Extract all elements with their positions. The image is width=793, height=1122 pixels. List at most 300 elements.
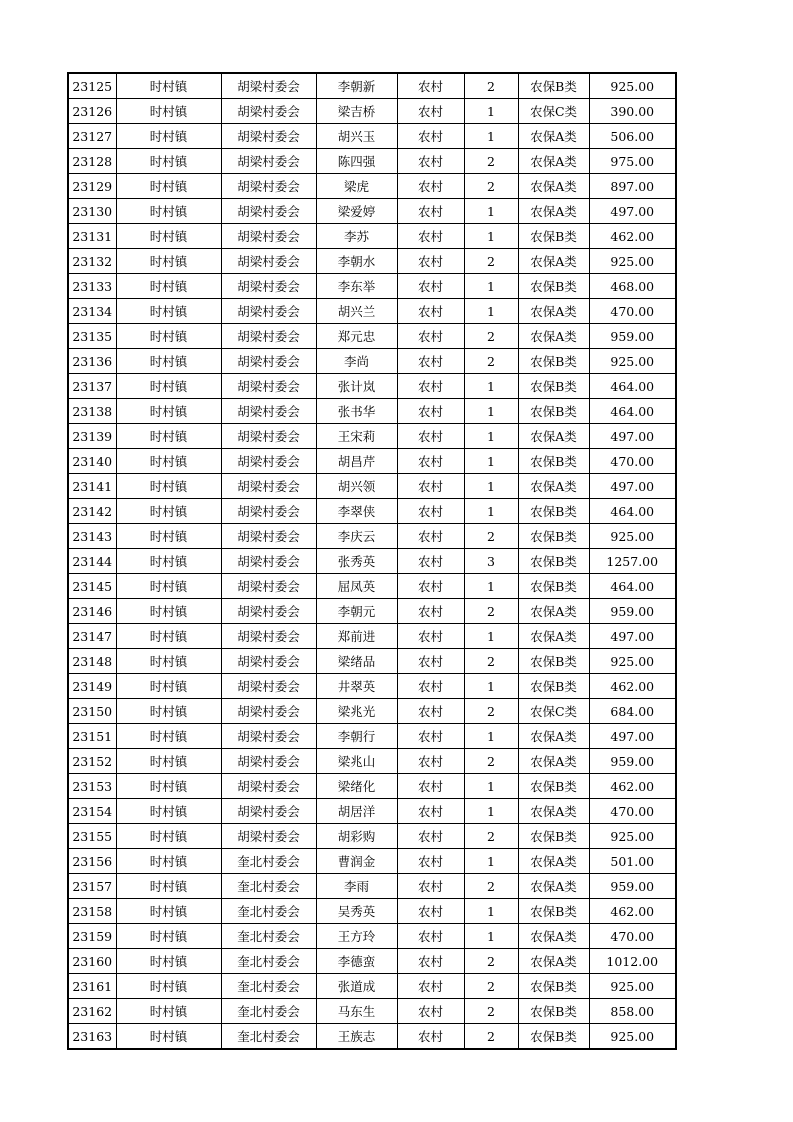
amount-cell: 462.00 bbox=[589, 224, 676, 249]
name-cell: 陈四强 bbox=[316, 149, 397, 174]
household-count-cell: 1 bbox=[464, 124, 518, 149]
town-cell: 时村镇 bbox=[116, 124, 221, 149]
category-cell: 农保B类 bbox=[518, 1024, 589, 1050]
town-cell: 时村镇 bbox=[116, 249, 221, 274]
household-count-cell: 1 bbox=[464, 849, 518, 874]
village-committee-cell: 胡梁村委会 bbox=[221, 449, 316, 474]
town-cell: 时村镇 bbox=[116, 199, 221, 224]
village-committee-cell: 奎北村委会 bbox=[221, 899, 316, 924]
category-cell: 农保B类 bbox=[518, 499, 589, 524]
amount-cell: 925.00 bbox=[589, 349, 676, 374]
household-count-cell: 1 bbox=[464, 224, 518, 249]
household-count-cell: 1 bbox=[464, 774, 518, 799]
household-count-cell: 2 bbox=[464, 599, 518, 624]
village-committee-cell: 胡梁村委会 bbox=[221, 699, 316, 724]
name-cell: 李翠侠 bbox=[316, 499, 397, 524]
village-committee-cell: 胡梁村委会 bbox=[221, 599, 316, 624]
household-count-cell: 3 bbox=[464, 549, 518, 574]
name-cell: 马东生 bbox=[316, 999, 397, 1024]
category-cell: 农保B类 bbox=[518, 974, 589, 999]
serial-number-cell: 23152 bbox=[68, 749, 116, 774]
area-type-cell: 农村 bbox=[397, 949, 464, 974]
name-cell: 李德蛮 bbox=[316, 949, 397, 974]
serial-number-cell: 23139 bbox=[68, 424, 116, 449]
category-cell: 农保A类 bbox=[518, 324, 589, 349]
village-committee-cell: 胡梁村委会 bbox=[221, 73, 316, 99]
household-count-cell: 2 bbox=[464, 949, 518, 974]
category-cell: 农保B类 bbox=[518, 349, 589, 374]
name-cell: 胡兴兰 bbox=[316, 299, 397, 324]
category-cell: 农保B类 bbox=[518, 899, 589, 924]
table-row bbox=[68, 199, 676, 224]
village-committee-cell: 胡梁村委会 bbox=[221, 399, 316, 424]
category-cell: 农保A类 bbox=[518, 199, 589, 224]
name-cell: 王方玲 bbox=[316, 924, 397, 949]
table-row bbox=[68, 399, 676, 424]
name-cell: 李雨 bbox=[316, 874, 397, 899]
area-type-cell: 农村 bbox=[397, 849, 464, 874]
village-committee-cell: 胡梁村委会 bbox=[221, 824, 316, 849]
area-type-cell: 农村 bbox=[397, 424, 464, 449]
town-cell: 时村镇 bbox=[116, 874, 221, 899]
category-cell: 农保A类 bbox=[518, 924, 589, 949]
amount-cell: 1257.00 bbox=[589, 549, 676, 574]
town-cell: 时村镇 bbox=[116, 749, 221, 774]
table-row bbox=[68, 249, 676, 274]
town-cell: 时村镇 bbox=[116, 224, 221, 249]
village-committee-cell: 胡梁村委会 bbox=[221, 124, 316, 149]
household-count-cell: 1 bbox=[464, 449, 518, 474]
amount-cell: 925.00 bbox=[589, 524, 676, 549]
town-cell: 时村镇 bbox=[116, 149, 221, 174]
amount-cell: 1012.00 bbox=[589, 949, 676, 974]
table-row bbox=[68, 899, 676, 924]
town-cell: 时村镇 bbox=[116, 899, 221, 924]
serial-number-cell: 23150 bbox=[68, 699, 116, 724]
category-cell: 农保A类 bbox=[518, 949, 589, 974]
amount-cell: 497.00 bbox=[589, 724, 676, 749]
amount-cell: 390.00 bbox=[589, 99, 676, 124]
table-row bbox=[68, 624, 676, 649]
amount-cell: 470.00 bbox=[589, 924, 676, 949]
name-cell: 胡彩购 bbox=[316, 824, 397, 849]
area-type-cell: 农村 bbox=[397, 349, 464, 374]
village-committee-cell: 奎北村委会 bbox=[221, 949, 316, 974]
town-cell: 时村镇 bbox=[116, 73, 221, 99]
town-cell: 时村镇 bbox=[116, 674, 221, 699]
town-cell: 时村镇 bbox=[116, 424, 221, 449]
area-type-cell: 农村 bbox=[397, 499, 464, 524]
household-count-cell: 1 bbox=[464, 799, 518, 824]
category-cell: 农保B类 bbox=[518, 449, 589, 474]
table-row bbox=[68, 499, 676, 524]
household-count-cell: 1 bbox=[464, 274, 518, 299]
serial-number-cell: 23155 bbox=[68, 824, 116, 849]
table-row bbox=[68, 874, 676, 899]
category-cell: 农保B类 bbox=[518, 824, 589, 849]
serial-number-cell: 23128 bbox=[68, 149, 116, 174]
village-committee-cell: 胡梁村委会 bbox=[221, 174, 316, 199]
name-cell: 梁绪品 bbox=[316, 649, 397, 674]
category-cell: 农保A类 bbox=[518, 124, 589, 149]
table-row bbox=[68, 824, 676, 849]
serial-number-cell: 23151 bbox=[68, 724, 116, 749]
household-count-cell: 2 bbox=[464, 174, 518, 199]
category-cell: 农保A类 bbox=[518, 249, 589, 274]
household-count-cell: 1 bbox=[464, 674, 518, 699]
name-cell: 胡兴领 bbox=[316, 474, 397, 499]
village-committee-cell: 胡梁村委会 bbox=[221, 299, 316, 324]
village-committee-cell: 奎北村委会 bbox=[221, 1024, 316, 1050]
amount-cell: 470.00 bbox=[589, 799, 676, 824]
household-count-cell: 2 bbox=[464, 149, 518, 174]
village-committee-cell: 胡梁村委会 bbox=[221, 724, 316, 749]
area-type-cell: 农村 bbox=[397, 774, 464, 799]
name-cell: 胡昌芹 bbox=[316, 449, 397, 474]
document-page bbox=[67, 72, 675, 1050]
village-committee-cell: 胡梁村委会 bbox=[221, 474, 316, 499]
amount-cell: 959.00 bbox=[589, 749, 676, 774]
category-cell: 农保A类 bbox=[518, 149, 589, 174]
household-count-cell: 1 bbox=[464, 499, 518, 524]
household-count-cell: 2 bbox=[464, 73, 518, 99]
name-cell: 张道成 bbox=[316, 974, 397, 999]
village-committee-cell: 胡梁村委会 bbox=[221, 224, 316, 249]
serial-number-cell: 23149 bbox=[68, 674, 116, 699]
area-type-cell: 农村 bbox=[397, 874, 464, 899]
category-cell: 农保A类 bbox=[518, 799, 589, 824]
category-cell: 农保A类 bbox=[518, 874, 589, 899]
serial-number-cell: 23134 bbox=[68, 299, 116, 324]
table-row bbox=[68, 349, 676, 374]
category-cell: 农保A类 bbox=[518, 599, 589, 624]
household-count-cell: 2 bbox=[464, 249, 518, 274]
village-committee-cell: 胡梁村委会 bbox=[221, 624, 316, 649]
amount-cell: 501.00 bbox=[589, 849, 676, 874]
area-type-cell: 农村 bbox=[397, 299, 464, 324]
table-row bbox=[68, 324, 676, 349]
area-type-cell: 农村 bbox=[397, 399, 464, 424]
serial-number-cell: 23133 bbox=[68, 274, 116, 299]
name-cell: 张秀英 bbox=[316, 549, 397, 574]
area-type-cell: 农村 bbox=[397, 624, 464, 649]
area-type-cell: 农村 bbox=[397, 749, 464, 774]
serial-number-cell: 23154 bbox=[68, 799, 116, 824]
town-cell: 时村镇 bbox=[116, 374, 221, 399]
village-committee-cell: 胡梁村委会 bbox=[221, 274, 316, 299]
serial-number-cell: 23127 bbox=[68, 124, 116, 149]
name-cell: 李朝水 bbox=[316, 249, 397, 274]
category-cell: 农保A类 bbox=[518, 749, 589, 774]
name-cell: 王宋莉 bbox=[316, 424, 397, 449]
table-row bbox=[68, 149, 676, 174]
amount-cell: 462.00 bbox=[589, 774, 676, 799]
name-cell: 李庆云 bbox=[316, 524, 397, 549]
name-cell: 屈凤英 bbox=[316, 574, 397, 599]
serial-number-cell: 23135 bbox=[68, 324, 116, 349]
serial-number-cell: 23148 bbox=[68, 649, 116, 674]
town-cell: 时村镇 bbox=[116, 399, 221, 424]
category-cell: 农保B类 bbox=[518, 649, 589, 674]
serial-number-cell: 23132 bbox=[68, 249, 116, 274]
table-row bbox=[68, 649, 676, 674]
household-count-cell: 2 bbox=[464, 699, 518, 724]
town-cell: 时村镇 bbox=[116, 799, 221, 824]
amount-cell: 470.00 bbox=[589, 449, 676, 474]
table-row bbox=[68, 274, 676, 299]
household-count-cell: 2 bbox=[464, 974, 518, 999]
area-type-cell: 农村 bbox=[397, 649, 464, 674]
serial-number-cell: 23138 bbox=[68, 399, 116, 424]
area-type-cell: 农村 bbox=[397, 199, 464, 224]
category-cell: 农保A类 bbox=[518, 299, 589, 324]
household-count-cell: 2 bbox=[464, 999, 518, 1024]
name-cell: 胡兴玉 bbox=[316, 124, 397, 149]
area-type-cell: 农村 bbox=[397, 724, 464, 749]
area-type-cell: 农村 bbox=[397, 524, 464, 549]
amount-cell: 506.00 bbox=[589, 124, 676, 149]
table-row bbox=[68, 549, 676, 574]
name-cell: 张书华 bbox=[316, 399, 397, 424]
household-count-cell: 2 bbox=[464, 524, 518, 549]
name-cell: 梁绪化 bbox=[316, 774, 397, 799]
serial-number-cell: 23129 bbox=[68, 174, 116, 199]
village-committee-cell: 胡梁村委会 bbox=[221, 499, 316, 524]
town-cell: 时村镇 bbox=[116, 299, 221, 324]
town-cell: 时村镇 bbox=[116, 949, 221, 974]
table-row bbox=[68, 849, 676, 874]
serial-number-cell: 23142 bbox=[68, 499, 116, 524]
table-row bbox=[68, 699, 676, 724]
amount-cell: 925.00 bbox=[589, 824, 676, 849]
allowance-table bbox=[67, 72, 677, 1050]
area-type-cell: 农村 bbox=[397, 924, 464, 949]
serial-number-cell: 23130 bbox=[68, 199, 116, 224]
village-committee-cell: 胡梁村委会 bbox=[221, 424, 316, 449]
village-committee-cell: 胡梁村委会 bbox=[221, 99, 316, 124]
name-cell: 梁兆山 bbox=[316, 749, 397, 774]
name-cell: 郑前进 bbox=[316, 624, 397, 649]
household-count-cell: 1 bbox=[464, 399, 518, 424]
town-cell: 时村镇 bbox=[116, 624, 221, 649]
village-committee-cell: 胡梁村委会 bbox=[221, 199, 316, 224]
area-type-cell: 农村 bbox=[397, 174, 464, 199]
village-committee-cell: 奎北村委会 bbox=[221, 874, 316, 899]
household-count-cell: 1 bbox=[464, 624, 518, 649]
table-row bbox=[68, 749, 676, 774]
table-row bbox=[68, 599, 676, 624]
amount-cell: 497.00 bbox=[589, 424, 676, 449]
table-row bbox=[68, 949, 676, 974]
serial-number-cell: 23161 bbox=[68, 974, 116, 999]
amount-cell: 959.00 bbox=[589, 599, 676, 624]
amount-cell: 464.00 bbox=[589, 399, 676, 424]
area-type-cell: 农村 bbox=[397, 324, 464, 349]
table-row bbox=[68, 424, 676, 449]
town-cell: 时村镇 bbox=[116, 924, 221, 949]
serial-number-cell: 23144 bbox=[68, 549, 116, 574]
serial-number-cell: 23140 bbox=[68, 449, 116, 474]
table-row bbox=[68, 974, 676, 999]
table-row bbox=[68, 449, 676, 474]
table-body bbox=[68, 73, 676, 1049]
serial-number-cell: 23158 bbox=[68, 899, 116, 924]
table-row bbox=[68, 73, 676, 99]
village-committee-cell: 奎北村委会 bbox=[221, 999, 316, 1024]
area-type-cell: 农村 bbox=[397, 574, 464, 599]
household-count-cell: 1 bbox=[464, 374, 518, 399]
town-cell: 时村镇 bbox=[116, 174, 221, 199]
category-cell: 农保B类 bbox=[518, 774, 589, 799]
household-count-cell: 2 bbox=[464, 874, 518, 899]
amount-cell: 464.00 bbox=[589, 374, 676, 399]
category-cell: 农保B类 bbox=[518, 549, 589, 574]
area-type-cell: 农村 bbox=[397, 549, 464, 574]
amount-cell: 462.00 bbox=[589, 674, 676, 699]
area-type-cell: 农村 bbox=[397, 73, 464, 99]
serial-number-cell: 23160 bbox=[68, 949, 116, 974]
table-row bbox=[68, 524, 676, 549]
serial-number-cell: 23136 bbox=[68, 349, 116, 374]
village-committee-cell: 胡梁村委会 bbox=[221, 649, 316, 674]
serial-number-cell: 23153 bbox=[68, 774, 116, 799]
amount-cell: 497.00 bbox=[589, 474, 676, 499]
household-count-cell: 2 bbox=[464, 1024, 518, 1050]
household-count-cell: 1 bbox=[464, 474, 518, 499]
serial-number-cell: 23147 bbox=[68, 624, 116, 649]
town-cell: 时村镇 bbox=[116, 499, 221, 524]
category-cell: 农保A类 bbox=[518, 624, 589, 649]
name-cell: 王族志 bbox=[316, 1024, 397, 1050]
area-type-cell: 农村 bbox=[397, 224, 464, 249]
category-cell: 农保B类 bbox=[518, 999, 589, 1024]
serial-number-cell: 23157 bbox=[68, 874, 116, 899]
table-row bbox=[68, 999, 676, 1024]
table-row bbox=[68, 774, 676, 799]
town-cell: 时村镇 bbox=[116, 99, 221, 124]
village-committee-cell: 胡梁村委会 bbox=[221, 374, 316, 399]
serial-number-cell: 23131 bbox=[68, 224, 116, 249]
name-cell: 李苏 bbox=[316, 224, 397, 249]
amount-cell: 464.00 bbox=[589, 574, 676, 599]
category-cell: 农保B类 bbox=[518, 224, 589, 249]
serial-number-cell: 23137 bbox=[68, 374, 116, 399]
category-cell: 农保B类 bbox=[518, 524, 589, 549]
name-cell: 李朝元 bbox=[316, 599, 397, 624]
village-committee-cell: 胡梁村委会 bbox=[221, 774, 316, 799]
household-count-cell: 1 bbox=[464, 199, 518, 224]
category-cell: 农保B类 bbox=[518, 574, 589, 599]
table-row bbox=[68, 174, 676, 199]
area-type-cell: 农村 bbox=[397, 1024, 464, 1050]
area-type-cell: 农村 bbox=[397, 99, 464, 124]
town-cell: 时村镇 bbox=[116, 824, 221, 849]
table-row bbox=[68, 299, 676, 324]
town-cell: 时村镇 bbox=[116, 649, 221, 674]
household-count-cell: 2 bbox=[464, 324, 518, 349]
village-committee-cell: 胡梁村委会 bbox=[221, 674, 316, 699]
category-cell: 农保B类 bbox=[518, 399, 589, 424]
area-type-cell: 农村 bbox=[397, 899, 464, 924]
name-cell: 曹润金 bbox=[316, 849, 397, 874]
category-cell: 农保A类 bbox=[518, 174, 589, 199]
area-type-cell: 农村 bbox=[397, 699, 464, 724]
town-cell: 时村镇 bbox=[116, 774, 221, 799]
amount-cell: 959.00 bbox=[589, 324, 676, 349]
table-row bbox=[68, 124, 676, 149]
town-cell: 时村镇 bbox=[116, 599, 221, 624]
area-type-cell: 农村 bbox=[397, 124, 464, 149]
table-row bbox=[68, 924, 676, 949]
serial-number-cell: 23125 bbox=[68, 73, 116, 99]
amount-cell: 925.00 bbox=[589, 974, 676, 999]
serial-number-cell: 23143 bbox=[68, 524, 116, 549]
name-cell: 李东举 bbox=[316, 274, 397, 299]
name-cell: 梁虎 bbox=[316, 174, 397, 199]
amount-cell: 470.00 bbox=[589, 299, 676, 324]
town-cell: 时村镇 bbox=[116, 324, 221, 349]
area-type-cell: 农村 bbox=[397, 149, 464, 174]
town-cell: 时村镇 bbox=[116, 349, 221, 374]
category-cell: 农保A类 bbox=[518, 724, 589, 749]
household-count-cell: 2 bbox=[464, 749, 518, 774]
household-count-cell: 2 bbox=[464, 649, 518, 674]
category-cell: 农保B类 bbox=[518, 73, 589, 99]
table-row bbox=[68, 674, 676, 699]
serial-number-cell: 23141 bbox=[68, 474, 116, 499]
serial-number-cell: 23145 bbox=[68, 574, 116, 599]
village-committee-cell: 胡梁村委会 bbox=[221, 799, 316, 824]
name-cell: 胡居洋 bbox=[316, 799, 397, 824]
table-row bbox=[68, 574, 676, 599]
village-committee-cell: 胡梁村委会 bbox=[221, 524, 316, 549]
name-cell: 郑元忠 bbox=[316, 324, 397, 349]
town-cell: 时村镇 bbox=[116, 974, 221, 999]
area-type-cell: 农村 bbox=[397, 274, 464, 299]
name-cell: 张计岚 bbox=[316, 374, 397, 399]
name-cell: 李朝新 bbox=[316, 73, 397, 99]
area-type-cell: 农村 bbox=[397, 824, 464, 849]
amount-cell: 925.00 bbox=[589, 73, 676, 99]
table-row bbox=[68, 99, 676, 124]
area-type-cell: 农村 bbox=[397, 999, 464, 1024]
amount-cell: 925.00 bbox=[589, 249, 676, 274]
town-cell: 时村镇 bbox=[116, 699, 221, 724]
village-committee-cell: 奎北村委会 bbox=[221, 924, 316, 949]
household-count-cell: 1 bbox=[464, 299, 518, 324]
category-cell: 农保B类 bbox=[518, 274, 589, 299]
amount-cell: 468.00 bbox=[589, 274, 676, 299]
village-committee-cell: 奎北村委会 bbox=[221, 974, 316, 999]
area-type-cell: 农村 bbox=[397, 974, 464, 999]
name-cell: 梁兆光 bbox=[316, 699, 397, 724]
household-count-cell: 1 bbox=[464, 574, 518, 599]
serial-number-cell: 23126 bbox=[68, 99, 116, 124]
town-cell: 时村镇 bbox=[116, 849, 221, 874]
town-cell: 时村镇 bbox=[116, 999, 221, 1024]
name-cell: 吴秀英 bbox=[316, 899, 397, 924]
name-cell: 李朝行 bbox=[316, 724, 397, 749]
category-cell: 农保A类 bbox=[518, 424, 589, 449]
table-row bbox=[68, 724, 676, 749]
amount-cell: 925.00 bbox=[589, 649, 676, 674]
area-type-cell: 农村 bbox=[397, 449, 464, 474]
village-committee-cell: 胡梁村委会 bbox=[221, 349, 316, 374]
household-count-cell: 1 bbox=[464, 724, 518, 749]
town-cell: 时村镇 bbox=[116, 1024, 221, 1050]
name-cell: 井翠英 bbox=[316, 674, 397, 699]
amount-cell: 897.00 bbox=[589, 174, 676, 199]
